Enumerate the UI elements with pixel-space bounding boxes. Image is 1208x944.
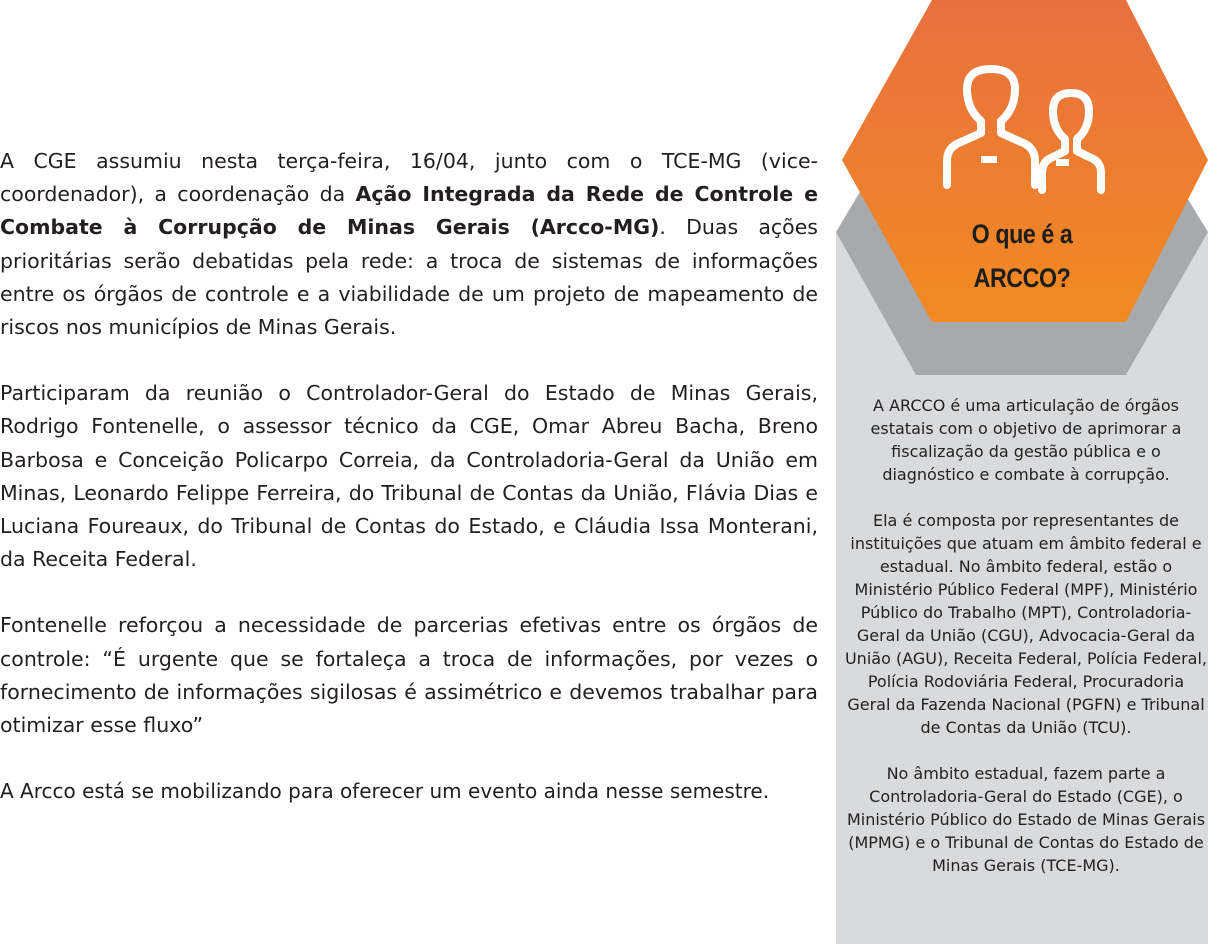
sidebar-title — [862, 212, 1182, 300]
sidebar-paragraph-3: No âmbito estadual, fazem parte a Controladoria-Geral do Estado (CGE), o Ministério Público do Estado de Minas Gerais (MPMG) e o Tribunal de Contas do Estado de Minas Gerais (TCE-MG). — [846, 764, 1206, 875]
sidebar-paragraph-2: Ela é composta por representantes de instituições que atuam em âmbito federal e estadual. No âmbito federal, estão o Ministério Público Federal (MPF), Ministério Público do Trabalho (MPT), Controladoria-Geral da União (CGU), Advocacia-Geral da União (AGU), Receita Federal, Polícia Federal, Polícia Rodoviária Federal, Procuradoria Geral da Fazenda Nacional (PGFN) e Tribunal de Contas da União (TCU). — [844, 511, 1208, 737]
sidebar-paragraph-1: A ARCCO é uma articulação de órgãos estatais com o objetivo de aprimorar a fiscalização da gestão pública e o diagnóstico e combate à corrupção. — [870, 396, 1182, 484]
article-paragraph-3: Fontenelle reforçou a necessidade de parcerias efetivas entre os órgãos de controle: “É urgente que se fortaleça a troca de informações, por vezes o fornecimento de informações sigilosas é assimétrico e devemos trabalhar para otimizar esse fluxo” — [0, 613, 818, 738]
article-paragraph-2: Participaram da reunião o Controlador-Geral do Estado de Minas Gerais, Rodrigo Fontenelle, o assessor técnico da CGE, Omar Abreu Bacha, Breno Barbosa e Conceição Policarpo Correia, da Controladoria-Geral da União em Minas, Leonardo Felippe Ferreira, do Tribunal de Contas da União, Flávia Dias e Luciana Foureaux, do Tribunal de Contas do Estado, e Cláudia Issa Monterani, da Receita Federal. — [0, 381, 818, 572]
article-paragraph-4: A Arcco está se mobilizando para oferecer um evento ainda nesse semestre. — [0, 779, 770, 804]
sidebar-title-line-2: ARCCO? — [973, 263, 1071, 293]
arcco-full-name: Ação Integrada da Rede de Controle e Combate à Corrupção de Minas Gerais (Arcco-MG) — [0, 182, 818, 240]
paragraph-1-intro: A CGE assumiu nesta terça-feira, 16/04, junto com o TCE-MG (vice-coordenador), a coordenação da — [0, 149, 818, 207]
article-paragraph-1 — [0, 145, 818, 344]
sidebar-info — [844, 394, 1208, 900]
people-icon — [941, 65, 1121, 195]
paragraph-1-rest: . Duas ações prioritárias serão debatidas pela rede: a troca de sistemas de informações entre os órgãos de controle e a viabilidade de um projeto de mapeamento de riscos nos municípios de Minas Gerais. — [0, 215, 818, 340]
article-body — [0, 145, 818, 841]
arcco-sidebar — [836, 0, 1208, 944]
sidebar-title-line-1: O que é a — [971, 219, 1073, 249]
